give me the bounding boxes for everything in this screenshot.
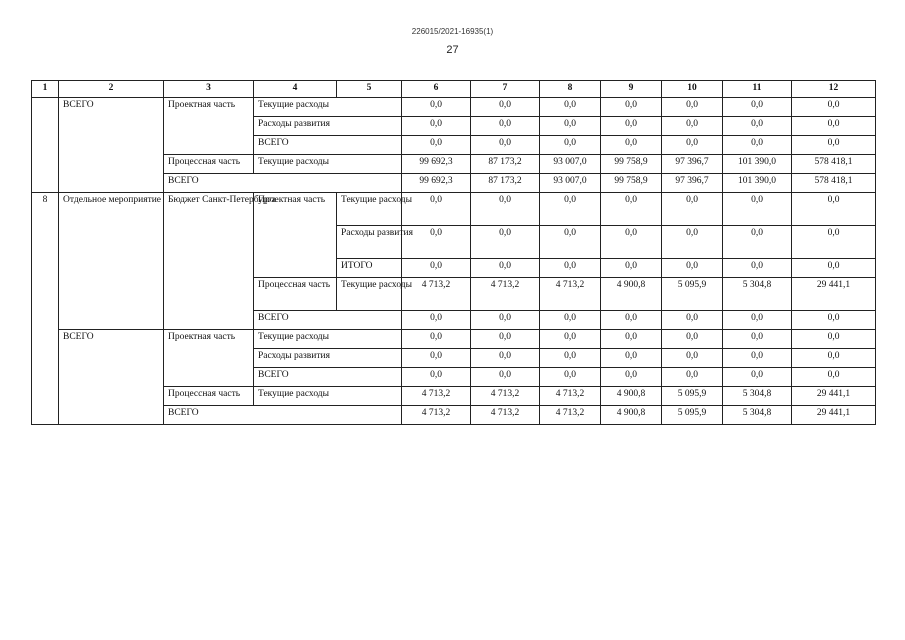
process-part-cell: Процессная часть	[164, 155, 254, 174]
value-cell: 0,0	[723, 311, 792, 330]
column-header: 9	[601, 81, 662, 98]
column-number-row	[32, 81, 876, 98]
value-cell: 0,0	[402, 368, 471, 387]
value-cell: 4 713,2	[402, 387, 471, 406]
project-part-cell: Проектная часть	[164, 330, 254, 387]
row-number-cell	[32, 98, 59, 193]
value-cell: 0,0	[662, 311, 723, 330]
value-cell: 0,0	[662, 330, 723, 349]
value-cell: 0,0	[792, 136, 876, 155]
column-header: 4	[254, 81, 337, 98]
value-cell: 0,0	[723, 226, 792, 259]
column-header: 6	[402, 81, 471, 98]
total-cell: ВСЕГО	[59, 330, 164, 425]
value-cell: 0,0	[471, 98, 540, 117]
value-cell: 0,0	[601, 226, 662, 259]
value-cell: 93 007,0	[540, 174, 601, 193]
column-header: 3	[164, 81, 254, 98]
value-cell: 0,0	[792, 117, 876, 136]
value-cell: 0,0	[601, 193, 662, 226]
dev-expenses-cell: Расходы развития	[254, 117, 402, 136]
value-cell: 97 396,7	[662, 174, 723, 193]
current-expenses-cell: Текущие расходы	[254, 387, 402, 406]
value-cell: 0,0	[540, 98, 601, 117]
project-part-cell: Проектная часть	[254, 193, 337, 278]
value-cell: 578 418,1	[792, 155, 876, 174]
value-cell: 0,0	[402, 136, 471, 155]
current-expenses-cell: Текущие расходы	[254, 155, 402, 174]
value-cell: 0,0	[723, 117, 792, 136]
document-id: 226015/2021-16935(1)	[411, 27, 494, 36]
process-part-cell: Процессная часть	[164, 387, 254, 406]
column-header: 7	[471, 81, 540, 98]
value-cell: 0,0	[601, 330, 662, 349]
value-cell: 0,0	[402, 349, 471, 368]
value-cell: 93 007,0	[540, 155, 601, 174]
value-cell: 0,0	[792, 349, 876, 368]
value-cell: 0,0	[402, 311, 471, 330]
value-cell: 0,0	[540, 330, 601, 349]
value-cell: 0,0	[402, 259, 471, 278]
value-cell: 0,0	[601, 98, 662, 117]
value-cell: 0,0	[540, 368, 601, 387]
column-header: 10	[662, 81, 723, 98]
value-cell: 0,0	[471, 136, 540, 155]
value-cell: 0,0	[601, 259, 662, 278]
value-cell: 0,0	[723, 349, 792, 368]
page-number: 27	[446, 44, 459, 56]
project-part-cell: Проектная часть	[164, 98, 254, 155]
value-cell: 5 304,8	[723, 278, 792, 311]
value-cell: 0,0	[792, 193, 876, 226]
value-cell: 0,0	[662, 117, 723, 136]
value-cell: 87 173,2	[471, 155, 540, 174]
value-cell: 0,0	[792, 98, 876, 117]
value-cell: 0,0	[792, 311, 876, 330]
budget-source-cell: Бюджет Санкт-Петербурга	[164, 193, 254, 330]
value-cell: 4 900,8	[601, 387, 662, 406]
value-cell: 0,0	[601, 311, 662, 330]
value-cell: 0,0	[471, 226, 540, 259]
value-cell: 0,0	[723, 330, 792, 349]
column-header: 12	[792, 81, 876, 98]
column-header: 1	[32, 81, 59, 98]
value-cell: 0,0	[792, 368, 876, 387]
subtotal-cell: ВСЕГО	[254, 136, 402, 155]
value-cell: 29 441,1	[792, 387, 876, 406]
current-expenses-cell: Текущие расходы	[254, 98, 402, 117]
value-cell: 5 095,9	[662, 387, 723, 406]
dev-expenses-cell: Расходы развития	[337, 226, 402, 259]
table-row	[32, 193, 876, 226]
value-cell: 0,0	[540, 259, 601, 278]
total-cell: ВСЕГО	[59, 98, 164, 193]
value-cell: 5 095,9	[662, 406, 723, 425]
value-cell: 0,0	[723, 136, 792, 155]
current-expenses-cell: Текущие расходы	[254, 330, 402, 349]
value-cell: 97 396,7	[662, 155, 723, 174]
value-cell: 0,0	[402, 226, 471, 259]
value-cell: 4 713,2	[540, 387, 601, 406]
value-cell: 0,0	[471, 311, 540, 330]
value-cell: 5 304,8	[723, 406, 792, 425]
value-cell: 0,0	[540, 117, 601, 136]
value-cell: 0,0	[662, 193, 723, 226]
value-cell: 4 713,2	[471, 406, 540, 425]
value-cell: 4 713,2	[540, 278, 601, 311]
table-row	[32, 330, 876, 349]
value-cell: 0,0	[471, 193, 540, 226]
table-row	[32, 98, 876, 117]
value-cell: 0,0	[402, 98, 471, 117]
budget-table	[31, 80, 876, 425]
value-cell: 4 713,2	[471, 278, 540, 311]
value-cell: 0,0	[540, 226, 601, 259]
value-cell: 4 713,2	[402, 278, 471, 311]
value-cell: 0,0	[601, 368, 662, 387]
value-cell: 4 900,8	[601, 278, 662, 311]
value-cell: 0,0	[723, 193, 792, 226]
value-cell: 99 758,9	[601, 174, 662, 193]
value-cell: 0,0	[540, 136, 601, 155]
process-part-cell: Процессная часть	[254, 278, 337, 311]
value-cell: 0,0	[471, 349, 540, 368]
current-expenses-cell: Текущие расходы	[337, 278, 402, 311]
value-cell: 0,0	[662, 98, 723, 117]
column-header: 11	[723, 81, 792, 98]
value-cell: 578 418,1	[792, 174, 876, 193]
value-cell: 5 304,8	[723, 387, 792, 406]
value-cell: 29 441,1	[792, 406, 876, 425]
value-cell: 0,0	[471, 368, 540, 387]
value-cell: 0,0	[792, 259, 876, 278]
value-cell: 4 900,8	[601, 406, 662, 425]
value-cell: 0,0	[662, 226, 723, 259]
value-cell: 0,0	[471, 259, 540, 278]
dev-expenses-cell: Расходы развития	[254, 349, 402, 368]
subtotal-cell: ВСЕГО	[254, 311, 402, 330]
value-cell: 0,0	[792, 330, 876, 349]
total-cell: ВСЕГО	[164, 406, 402, 425]
value-cell: 4 713,2	[471, 387, 540, 406]
value-cell: 0,0	[723, 368, 792, 387]
total-cell: ВСЕГО	[164, 174, 402, 193]
subtotal-cell: ВСЕГО	[254, 368, 402, 387]
value-cell: 0,0	[601, 349, 662, 368]
value-cell: 101 390,0	[723, 174, 792, 193]
column-header: 8	[540, 81, 601, 98]
row-number-cell: 8	[32, 193, 59, 425]
value-cell: 0,0	[402, 117, 471, 136]
value-cell: 99 692,3	[402, 155, 471, 174]
value-cell: 0,0	[662, 349, 723, 368]
current-expenses-cell: Текущие расходы	[337, 193, 402, 226]
value-cell: 0,0	[471, 330, 540, 349]
value-cell: 0,0	[601, 136, 662, 155]
itogo-cell: ИТОГО	[337, 259, 402, 278]
value-cell: 0,0	[792, 226, 876, 259]
value-cell: 99 692,3	[402, 174, 471, 193]
value-cell: 4 713,2	[402, 406, 471, 425]
measure-name-cell: Отдельное мероприятие	[59, 193, 164, 330]
value-cell: 99 758,9	[601, 155, 662, 174]
value-cell: 0,0	[723, 98, 792, 117]
value-cell: 101 390,0	[723, 155, 792, 174]
column-header: 5	[337, 81, 402, 98]
value-cell: 0,0	[601, 117, 662, 136]
value-cell: 0,0	[662, 136, 723, 155]
value-cell: 0,0	[540, 311, 601, 330]
value-cell: 0,0	[540, 349, 601, 368]
value-cell: 87 173,2	[471, 174, 540, 193]
value-cell: 4 713,2	[540, 406, 601, 425]
value-cell: 0,0	[540, 193, 601, 226]
value-cell: 0,0	[662, 368, 723, 387]
value-cell: 0,0	[723, 259, 792, 278]
value-cell: 0,0	[471, 117, 540, 136]
value-cell: 5 095,9	[662, 278, 723, 311]
column-header: 2	[59, 81, 164, 98]
value-cell: 0,0	[402, 330, 471, 349]
value-cell: 0,0	[402, 193, 471, 226]
value-cell: 29 441,1	[792, 278, 876, 311]
value-cell: 0,0	[662, 259, 723, 278]
